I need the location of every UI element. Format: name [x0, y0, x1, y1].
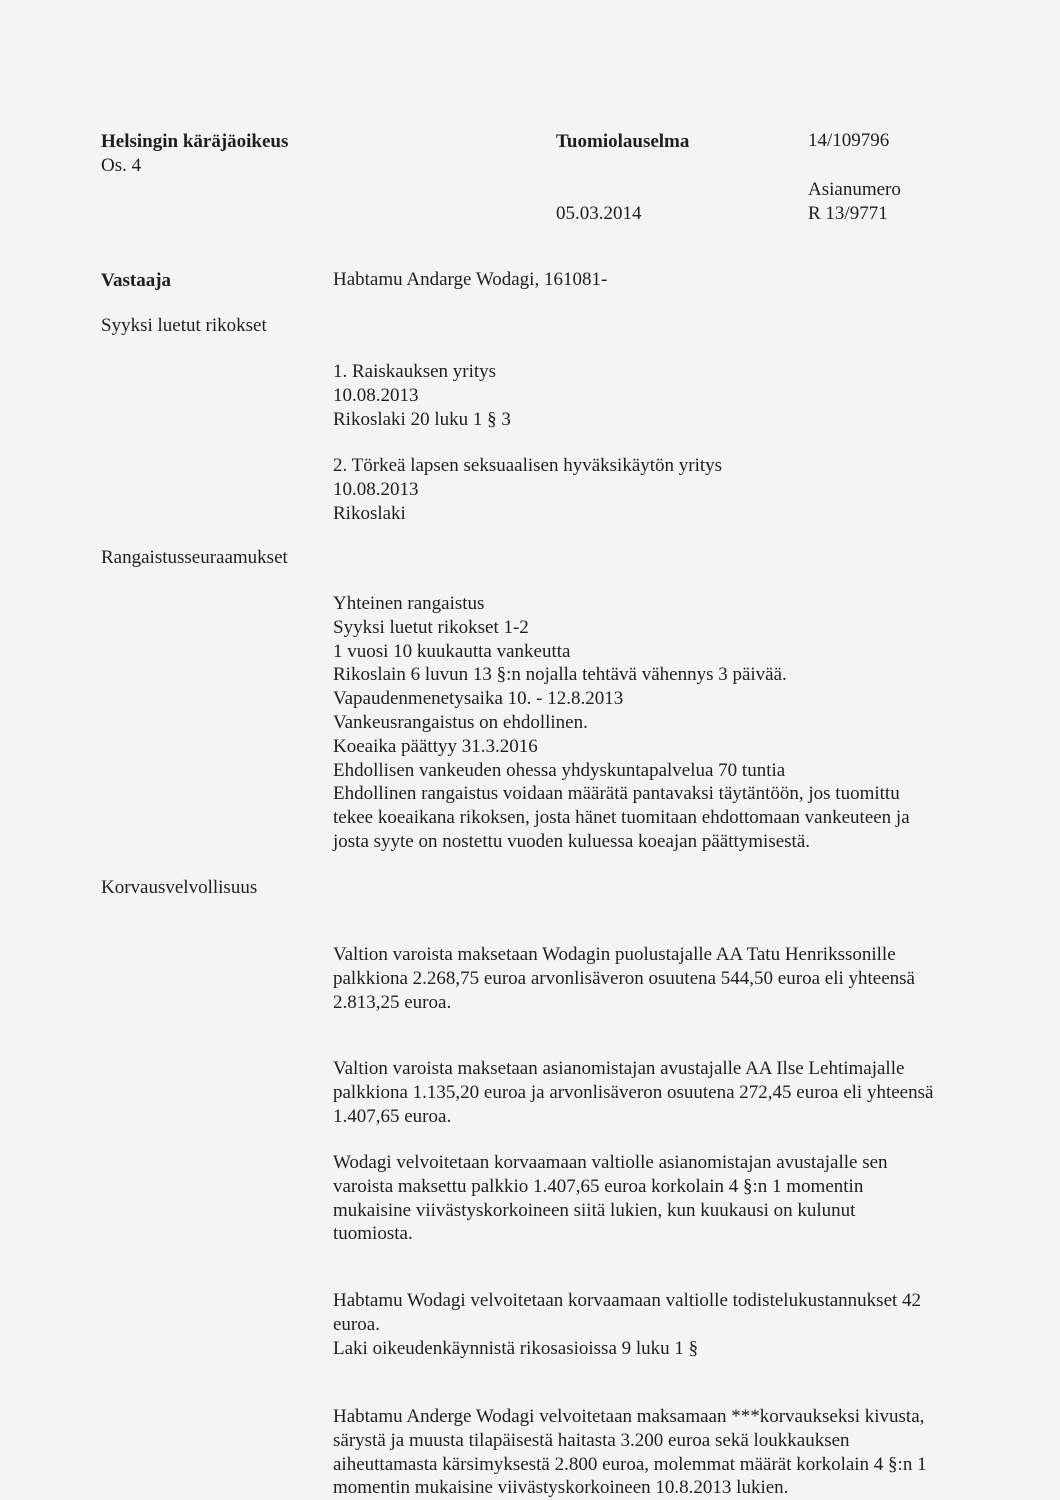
document-number: 14/109796: [808, 130, 890, 151]
charge-date: 10.08.2013: [333, 478, 419, 500]
document-date: 05.03.2014: [556, 203, 642, 224]
paragraph-line: tuomiosta.: [333, 1223, 413, 1245]
charge-title: 1. Raiskauksen yritys: [333, 361, 497, 382]
paragraph-line: särystä ja muusta tilapäisestä haitasta 3.200 euroa sekä loukkauksen: [333, 1429, 850, 1451]
paragraph-line: varoista maksettu palkkio 1.407,65 euroa korkolain 4 §:n 1 momentin: [333, 1175, 864, 1197]
paragraph-line: Laki oikeudenkäynnistä rikosasioissa 9 luku 1 §: [333, 1337, 699, 1359]
paragraph-line: aiheuttamasta kärsimyksestä 2.800 euroa, molemmat määrät korkolain 4 §:n 1: [333, 1453, 927, 1475]
case-number-label: Asianumero: [808, 179, 901, 200]
compensation-paragraph: [333, 1151, 888, 1246]
paragraph-line: Wodagi velvoitetaan korvaamaan valtiolle asianomistajan avustajalle sen: [333, 1152, 888, 1173]
sentence-line: tekee koeaikana rikoksen, josta hänet tuomitaan ehdottomaan vankeuteen ja: [333, 807, 910, 829]
compensation-paragraph: [333, 1405, 927, 1500]
compensation-paragraph: [333, 1057, 933, 1128]
sentence-line: Vankeusrangaistus on ehdollinen.: [333, 711, 588, 733]
sentence-line: Ehdollisen vankeuden ohessa yhdyskuntapalvelua 70 tuntia: [333, 759, 786, 781]
compensation-paragraph: [333, 943, 915, 1014]
sentence-line: Syyksi luetut rikokset 1-2: [333, 616, 529, 638]
sentence-line: Rikoslain 6 luvun 13 §:n nojalla tehtävä vähennys 3 päivää.: [333, 664, 787, 686]
paragraph-line: 2.813,25 euroa.: [333, 991, 452, 1013]
paragraph-line: Valtion varoista maksetaan asianomistajan avustajalle AA Ilse Lehtimajalle: [333, 1058, 905, 1079]
paragraph-line: 1.407,65 euroa.: [333, 1105, 452, 1127]
paragraph-line: euroa.: [333, 1313, 380, 1335]
charge-law: Rikoslaki: [333, 502, 406, 524]
defendant-name: Habtamu Andarge Wodagi, 161081-: [333, 269, 608, 290]
court-division: Os. 4: [101, 155, 142, 176]
sentence-details: [333, 592, 910, 854]
compensation-label: Korvausvelvollisuus: [101, 877, 258, 898]
sentence-line: Ehdollinen rangaistus voidaan määrätä pantavaksi täytäntöön, jos tuomittu: [333, 783, 900, 805]
paragraph-line: mukaisine viivästyskorkoineen siitä lukien, kun kuukausi on kulunut: [333, 1199, 856, 1221]
court-name: Helsingin käräjäoikeus: [101, 131, 289, 152]
sentence-line: 1 vuosi 10 kuukautta vankeutta: [333, 640, 571, 662]
paragraph-line: Habtamu Anderge Wodagi velvoitetaan maksamaan ***korvaukseksi kivusta,: [333, 1406, 925, 1427]
charge-title: 2. Törkeä lapsen seksuaalisen hyväksikäytön yritys: [333, 455, 723, 476]
sentence-line: Vapaudenmenetysaika 10. - 12.8.2013: [333, 688, 624, 710]
paragraph-line: palkkiona 2.268,75 euroa arvonlisäveron osuutena 544,50 euroa eli yhteensä: [333, 967, 915, 989]
sentence-label: Rangaistusseuraamukset: [101, 547, 288, 568]
sentence-line: Yhteinen rangaistus: [333, 593, 485, 614]
paragraph-line: momentin mukaisine viivästyskorkoineen 10.8.2013 lukien.: [333, 1477, 789, 1499]
charges-label: Syyksi luetut rikokset: [101, 315, 267, 336]
defendant-label: Vastaaja: [101, 270, 172, 291]
charge-item: [333, 454, 722, 525]
document-type: Tuomiolauselma: [556, 131, 690, 152]
charge-law: Rikoslaki 20 luku 1 § 3: [333, 408, 511, 430]
sentence-line: Koeaika päättyy 31.3.2016: [333, 735, 538, 757]
charge-date: 10.08.2013: [333, 384, 419, 406]
paragraph-line: Valtion varoista maksetaan Wodagin puolustajalle AA Tatu Henrikssonille: [333, 944, 896, 965]
sentence-line: josta syyte on nostettu vuoden kuluessa koeajan päättymisestä.: [333, 830, 811, 852]
charge-item: [333, 360, 511, 431]
case-number: R 13/9771: [808, 203, 888, 224]
paragraph-line: Habtamu Wodagi velvoitetaan korvaamaan valtiolle todistelukustannukset 42: [333, 1290, 922, 1311]
compensation-paragraph: [333, 1289, 921, 1360]
paragraph-line: palkkiona 1.135,20 euroa ja arvonlisäveron osuutena 272,45 euroa eli yhteensä: [333, 1081, 934, 1103]
